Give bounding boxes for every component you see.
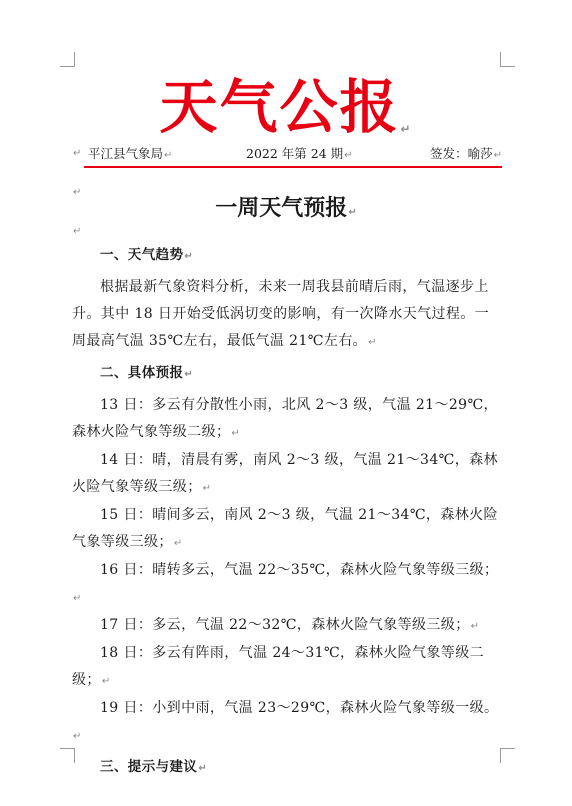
forecast-day: 18 日：多云有阵雨，气温 24～31℃，森林火险气象等级二级； ↵ — [72, 640, 502, 695]
document-body — [72, 238, 502, 786]
paragraph-mark-icon — [73, 143, 81, 165]
paragraph-mark-icon — [471, 621, 480, 632]
masthead-title: 天气公报 ↵ — [0, 74, 572, 162]
empty-paragraph — [72, 219, 81, 238]
issuing-office: 平江县气象局 ↵ — [88, 143, 172, 167]
forecast-day: 14 日：晴，清晨有雾，南风 2～3 级，气温 21～34℃，森林火险气象等级三级； ↵ — [72, 447, 502, 502]
forecast-day: 16 日：晴转多云，气温 22～35℃，森林火险气象等级三级； ↵ — [72, 557, 502, 612]
paragraph-mark-icon — [203, 483, 212, 494]
paragraph-mark-icon — [184, 369, 193, 380]
paragraph-mark-icon — [494, 150, 502, 161]
red-divider-line — [84, 166, 502, 168]
paragraph-mark-icon — [198, 763, 207, 774]
page-corner-top-left — [60, 52, 75, 67]
paragraph-mark-icon — [231, 428, 240, 439]
document-title: 一周天气预报 ↵ — [0, 192, 572, 230]
forecast-day: 17 日：多云，气温 22～32℃，森林火险气象等级三级； ↵ — [72, 612, 502, 640]
section-heading-trend: 一、天气趋势 ↵ — [72, 242, 502, 270]
signer: 签发：喻莎 ↵ — [430, 143, 502, 167]
forecast-day: 13 日：多云有分散性小雨，北风 2～3 级，气温 21～29℃，森林火险气象等级二级； ↵ — [72, 392, 502, 447]
paragraph-mark-icon — [73, 226, 81, 237]
paragraph-mark-icon — [73, 731, 82, 742]
paragraph-mark-icon — [184, 251, 193, 262]
paragraph-mark-icon — [368, 337, 377, 348]
paragraph-mark-icon — [348, 207, 356, 218]
section-heading-forecast: 二、具体预报 ↵ — [72, 360, 502, 388]
paragraph-mark-icon — [400, 122, 412, 136]
forecast-day: 15 日：晴间多云，南风 2～3 级，气温 21～34℃，森林火险气象等级三级； ↵ — [72, 502, 502, 557]
forecast-day: 19 日：小到中雨，气温 23～29℃，森林火险气象等级一级。 ↵ — [72, 695, 502, 750]
page-corner-top-right — [500, 52, 515, 67]
info-row — [72, 143, 502, 165]
trend-paragraph: 根据最新气象资料分析，未来一周我县前晴后雨，气温逐步上升。其中 18 日开始受低涡切变的影响，有一次降水天气过程。一周最高气温 35℃左右，最低气温 21℃左右。 ↵ — [72, 274, 502, 356]
page-corner-bottom-right — [500, 748, 515, 763]
paragraph-mark-icon — [344, 150, 352, 161]
paragraph-mark-icon — [164, 150, 172, 161]
paragraph-mark-icon — [73, 593, 82, 604]
section-heading-advice: 三、提示与建议 ↵ — [72, 754, 502, 782]
issue-number: 2022 年第 24 期 ↵ — [246, 143, 353, 167]
paragraph-mark-icon — [102, 676, 111, 687]
paragraph-mark-icon — [174, 538, 183, 549]
